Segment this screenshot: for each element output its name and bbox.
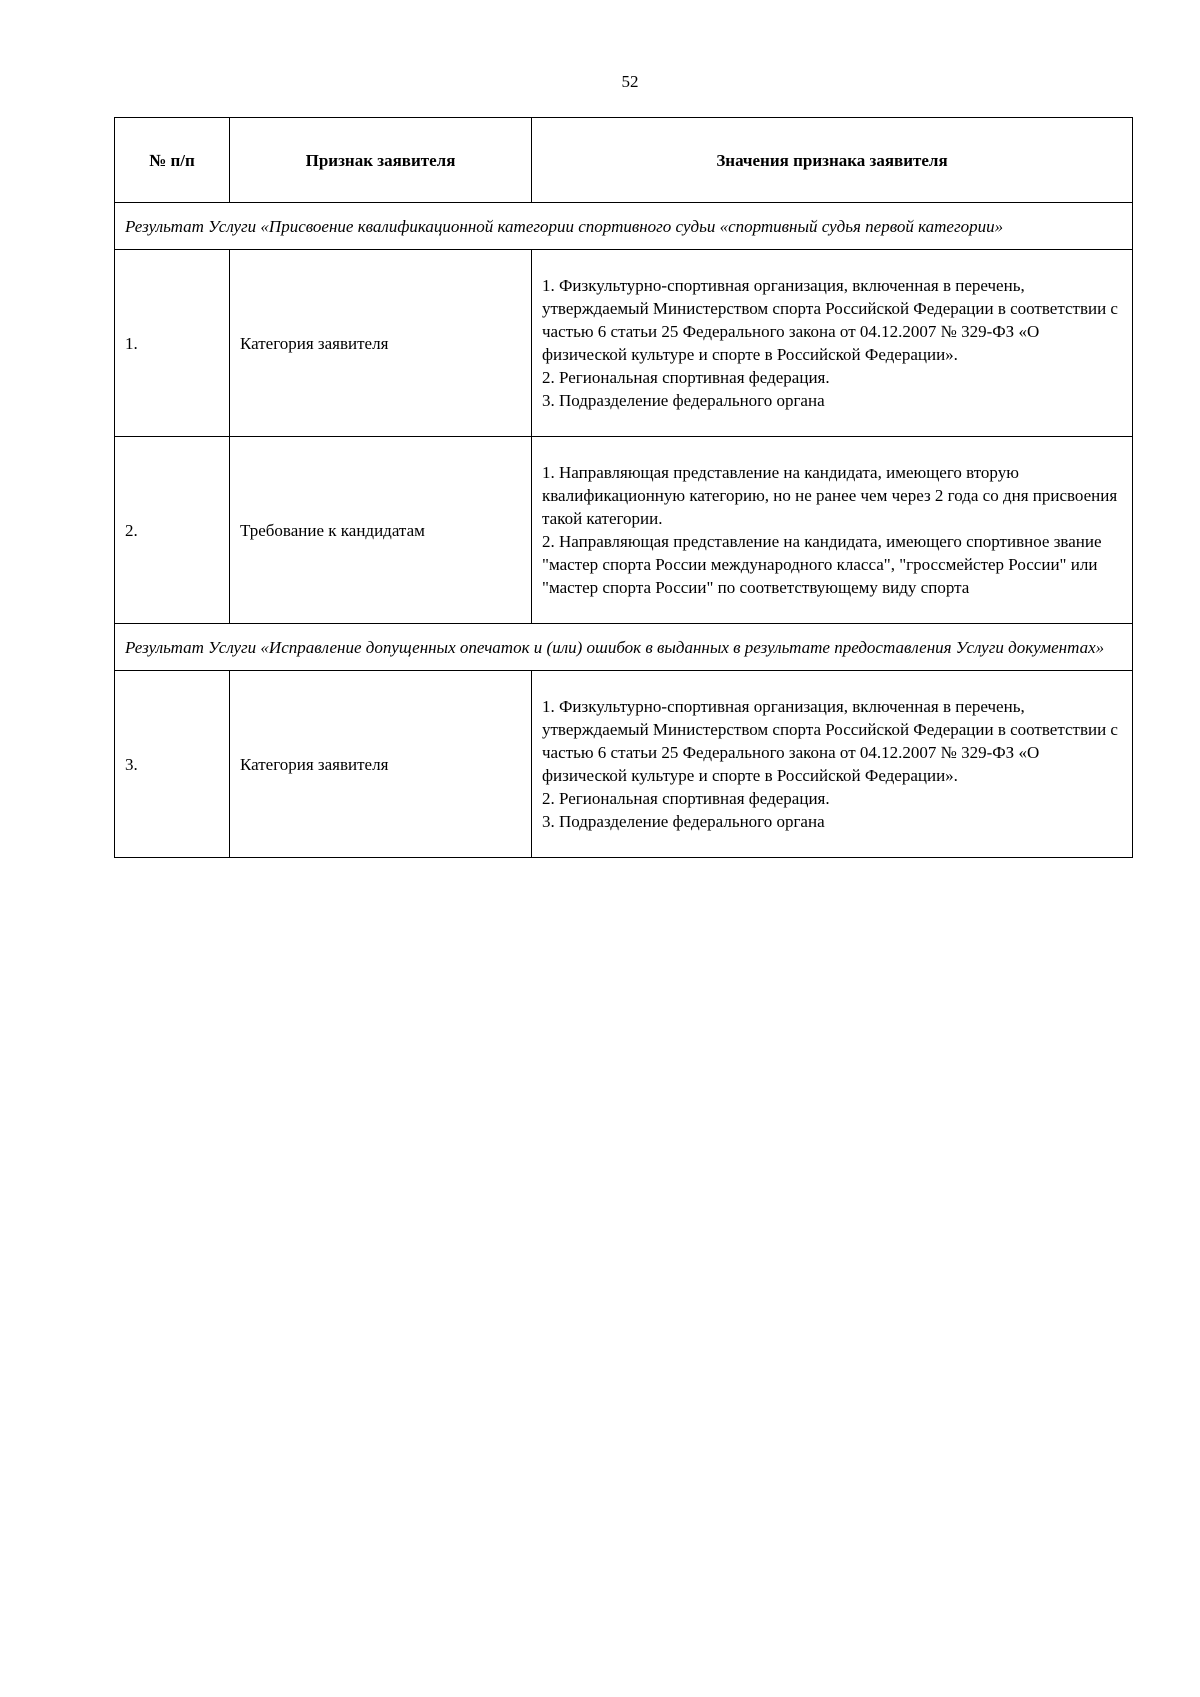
value-item: 1. Физкультурно-спортивная организация, включенная в перечень, утверждаемый Министерством спорта Российской Федерации в соответствии с частью 6 статьи 25 Федерального закона от 04.12.2007 № 329-ФЗ «О физической культуре и спорте в Российской Федерации». bbox=[542, 697, 1123, 785]
value-item: 2. Региональная спортивная федерация. bbox=[542, 368, 830, 387]
value-item: 3. Подразделение федерального органа bbox=[542, 812, 825, 831]
header-values: Значения признака заявителя bbox=[532, 118, 1133, 203]
page-number: 52 bbox=[621, 72, 639, 91]
section-title: Результат Услуги «Исправление допущенных опечаток и (или) ошибок в выданных в результате предоставления Услуги документах» bbox=[115, 624, 1133, 671]
row-attribute: Категория заявителя bbox=[230, 671, 532, 858]
row-attribute: Категория заявителя bbox=[230, 250, 532, 437]
table-row bbox=[115, 250, 1133, 437]
row-attribute: Требование к кандидатам bbox=[230, 437, 532, 624]
row-number: 1. bbox=[115, 250, 230, 437]
header-attribute: Признак заявителя bbox=[230, 118, 532, 203]
row-number: 2. bbox=[115, 437, 230, 624]
row-values bbox=[532, 671, 1133, 858]
row-number: 3. bbox=[115, 671, 230, 858]
table-header-row bbox=[115, 118, 1133, 203]
table-row bbox=[115, 671, 1133, 858]
value-item: 1. Направляющая представление на кандидата, имеющего вторую квалификационную категорию, но не ранее чем через 2 года со дня присвоения такой категории. bbox=[542, 463, 1122, 528]
row-values bbox=[532, 250, 1133, 437]
value-item: 2. Региональная спортивная федерация. bbox=[542, 789, 830, 808]
header-number: № п/п bbox=[115, 118, 230, 203]
section-title: Результат Услуги «Присвоение квалификационной категории спортивного судьи «спортивный судья первой категории» bbox=[115, 203, 1133, 250]
applicant-attributes-table bbox=[114, 117, 1133, 858]
section-row bbox=[115, 203, 1133, 250]
table-row bbox=[115, 437, 1133, 624]
value-item: 1. Физкультурно-спортивная организация, включенная в перечень, утверждаемый Министерством спорта Российской Федерации в соответствии с частью 6 статьи 25 Федерального закона от 04.12.2007 № 329-ФЗ «О физической культуре и спорте в Российской Федерации». bbox=[542, 276, 1123, 364]
row-values bbox=[532, 437, 1133, 624]
section-row bbox=[115, 624, 1133, 671]
value-item: 3. Подразделение федерального органа bbox=[542, 391, 825, 410]
value-item: 2. Направляющая представление на кандидата, имеющего спортивное звание "мастер спорта России международного класса", "гроссмейстер России" или "мастер спорта России" по соответствующему виду спорта bbox=[542, 532, 1106, 597]
